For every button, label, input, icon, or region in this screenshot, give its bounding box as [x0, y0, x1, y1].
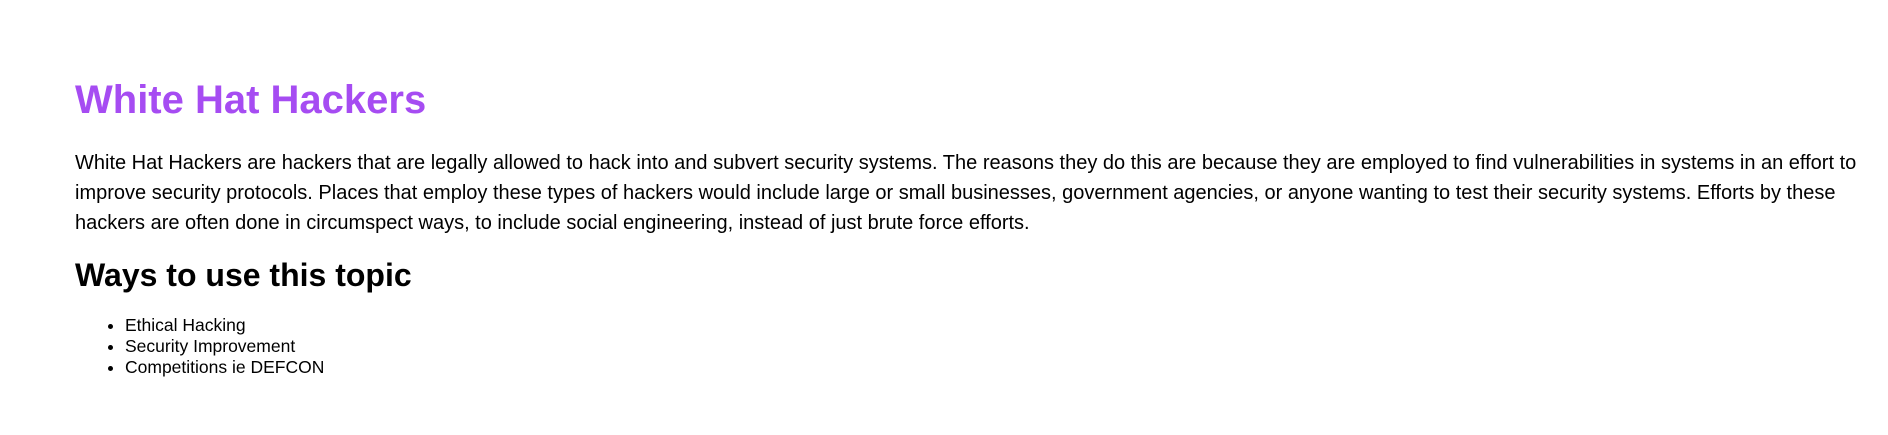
page-title: White Hat Hackers	[75, 78, 427, 122]
uses-list	[75, 315, 1870, 378]
intro-paragraph: White Hat Hackers are hackers that are legally allowed to hack into and subvert security systems. The reasons they do this are because they are employed to find vulnerabilities in systems in an effort to improve security protocols. Places that employ these types of hackers would include large or small businesses, government agencies, or anyone wanting to test their security systems. Efforts by these hackers are often done in circumspect ways, to include social engineering, instead of just brute force efforts.	[75, 152, 1857, 234]
uses-heading: Ways to use this topic	[75, 257, 412, 293]
list-item: • Ethical Hacking	[125, 315, 1870, 336]
list-item: • Security Improvement	[125, 336, 1870, 357]
list-item: • Competitions ie DEFCON	[125, 357, 1870, 378]
